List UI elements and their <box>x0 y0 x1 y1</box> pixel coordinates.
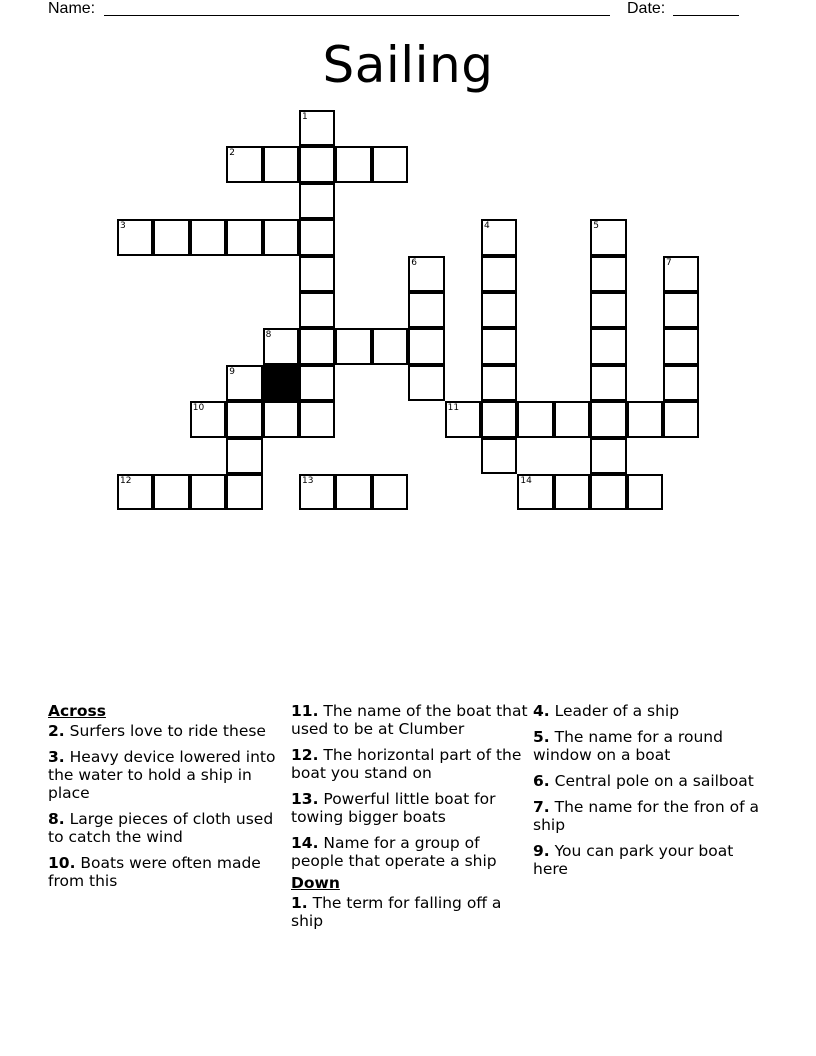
grid-cell[interactable] <box>153 219 189 255</box>
grid-cell[interactable] <box>481 219 517 255</box>
grid-cell[interactable] <box>226 401 262 437</box>
grid-cell[interactable] <box>481 256 517 292</box>
down-heading: Down <box>291 874 340 892</box>
clue-number: 10 <box>192 403 205 414</box>
grid-cell[interactable] <box>117 219 153 255</box>
clue-down-4: 4. Leader of a ship <box>533 702 680 720</box>
grid-cell[interactable] <box>299 474 335 510</box>
clue-down-5: 5. The name for a round window on a boat <box>533 728 723 764</box>
grid-cell[interactable] <box>226 438 262 474</box>
grid-cell[interactable] <box>590 438 626 474</box>
grid-cell[interactable] <box>190 474 226 510</box>
grid-cell[interactable] <box>445 401 481 437</box>
clue-number: 13 <box>302 476 314 486</box>
grid-cell[interactable] <box>590 474 626 510</box>
grid-cell[interactable] <box>554 401 590 437</box>
clue-across-14: 14. Name for a group of people that operate a ship <box>291 834 497 870</box>
grid-cell[interactable] <box>226 219 262 255</box>
date-label: Date: <box>627 0 666 17</box>
clue-across-11: 11. The name of the boat that used to be at Clumber <box>291 702 528 738</box>
grid-cell[interactable] <box>590 401 626 437</box>
clue-number: 1 <box>302 112 308 122</box>
grid-cell[interactable] <box>226 474 262 510</box>
grid-cell[interactable] <box>299 365 335 401</box>
grid-cell[interactable] <box>263 328 299 364</box>
clue-across-12: 12. The horizontal part of the boat you stand on <box>291 746 522 782</box>
grid-cell[interactable] <box>517 401 553 437</box>
grid-cell[interactable] <box>372 146 408 182</box>
grid-cell[interactable] <box>372 474 408 510</box>
clue-column-3 <box>533 702 771 886</box>
grid-cell[interactable] <box>663 365 699 401</box>
grid-cell[interactable] <box>335 474 371 510</box>
grid-cell[interactable] <box>372 328 408 364</box>
clue-number: 11 <box>447 403 460 414</box>
grid-cell[interactable] <box>335 146 371 182</box>
grid-cell[interactable] <box>299 328 335 364</box>
grid-cell[interactable] <box>481 401 517 437</box>
clue-number: 14 <box>520 476 532 486</box>
grid-cell[interactable] <box>554 474 590 510</box>
clue-number: 3 <box>120 221 126 232</box>
grid-cell[interactable] <box>517 474 553 510</box>
grid-cell[interactable] <box>627 401 663 437</box>
grid-cell[interactable] <box>663 256 699 292</box>
grid-cell[interactable] <box>663 401 699 437</box>
grid-cell[interactable] <box>590 365 626 401</box>
grid-cell[interactable] <box>190 219 226 255</box>
grid-cell[interactable] <box>481 292 517 328</box>
grid-cell[interactable] <box>627 474 663 510</box>
clue-down-7: 7. The name for the fron of a ship <box>533 798 759 834</box>
grid-cell[interactable] <box>299 292 335 328</box>
grid-cell[interactable] <box>663 328 699 364</box>
clue-number: 9 <box>229 366 235 377</box>
grid-cell[interactable] <box>590 219 626 255</box>
grid-cell[interactable] <box>263 219 299 255</box>
grid-cell[interactable] <box>226 365 262 401</box>
grid-cell[interactable] <box>299 146 335 182</box>
across-heading: Across <box>48 702 106 720</box>
clue-number: 12 <box>120 476 132 486</box>
grid-cell[interactable] <box>408 256 444 292</box>
grid-cell[interactable] <box>299 219 335 255</box>
clue-down-9: 9. You can park your boat here <box>533 842 734 878</box>
clue-number: 4 <box>484 221 490 232</box>
page-title: Sailing <box>322 36 494 94</box>
grid-cell[interactable] <box>117 474 153 510</box>
clue-number: 5 <box>593 221 599 232</box>
grid-cell[interactable] <box>481 365 517 401</box>
grid-cell[interactable] <box>335 328 371 364</box>
grid-cell[interactable] <box>481 438 517 474</box>
clue-across-13: 13. Powerful little boat for towing bigger boats <box>291 790 496 826</box>
grid-cell[interactable] <box>408 365 444 401</box>
grid-cell[interactable] <box>408 328 444 364</box>
grid-cell[interactable] <box>590 328 626 364</box>
grid-cell[interactable] <box>226 146 262 182</box>
clue-column-2 <box>291 702 529 938</box>
clue-number: 8 <box>265 330 272 341</box>
grid-cell[interactable] <box>299 183 335 219</box>
clue-column-1 <box>48 702 286 898</box>
clue-across-10: 10. Boats were often made from this <box>48 854 261 890</box>
grid-cell[interactable] <box>481 328 517 364</box>
grid-cell[interactable] <box>263 401 299 437</box>
clue-number: 7 <box>666 257 672 268</box>
black-cell <box>263 365 299 401</box>
clue-number: 2 <box>229 148 235 159</box>
name-label: Name: <box>48 0 96 17</box>
grid-cell[interactable] <box>263 146 299 182</box>
grid-cell[interactable] <box>299 401 335 437</box>
grid-cell[interactable] <box>663 292 699 328</box>
grid-cell[interactable] <box>299 110 335 146</box>
clue-down-6: 6. Central pole on a sailboat <box>533 772 754 790</box>
clue-across-8: 8. Large pieces of cloth used to catch the wind <box>48 810 274 846</box>
grid-cell[interactable] <box>299 256 335 292</box>
clue-across-3: 3. Heavy device lowered into the water to hold a ship in place <box>48 748 276 802</box>
grid-cell[interactable] <box>190 401 226 437</box>
clue-across-2: 2. Surfers love to ride these <box>48 722 266 740</box>
clue-number: 6 <box>411 257 417 268</box>
grid-cell[interactable] <box>590 256 626 292</box>
grid-cell[interactable] <box>153 474 189 510</box>
grid-cell[interactable] <box>408 292 444 328</box>
grid-cell[interactable] <box>590 292 626 328</box>
clue-down-1: 1. The term for falling off a ship <box>291 894 502 930</box>
